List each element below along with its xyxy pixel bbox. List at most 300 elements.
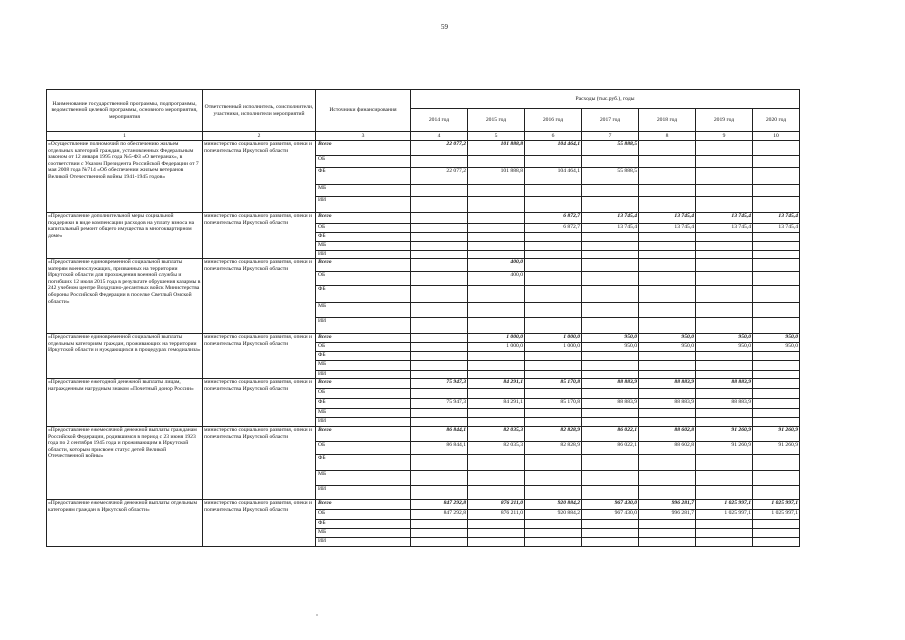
value-cell bbox=[696, 303, 753, 318]
value-cell: 920 884,2 bbox=[525, 500, 582, 510]
value-cell bbox=[696, 259, 753, 272]
value-cell bbox=[753, 486, 800, 500]
value-cell: 876 211,0 bbox=[468, 500, 525, 510]
value-cell bbox=[753, 409, 800, 418]
value-cell bbox=[411, 286, 468, 303]
value-cell: 101 888,8 bbox=[468, 141, 525, 156]
value-cell: 91 260,9 bbox=[696, 442, 753, 455]
value-cell: 104 464,1 bbox=[525, 141, 582, 156]
value-cell: 950,0 bbox=[639, 334, 696, 343]
executor-cell: министерство социального развития, опеки и попечительства Иркутской области bbox=[203, 500, 316, 547]
value-cell bbox=[639, 141, 696, 156]
value-cell bbox=[411, 259, 468, 272]
scan-speck bbox=[314, 612, 320, 618]
executor-cell: министерство социального развития, опеки и попечительства Иркутской области bbox=[203, 427, 316, 500]
value-cell: 13 745,4 bbox=[639, 213, 696, 224]
value-cell: 1 000,0 bbox=[468, 334, 525, 343]
value-cell bbox=[582, 233, 639, 242]
financing-table bbox=[46, 89, 800, 547]
value-cell bbox=[411, 529, 468, 538]
value-cell bbox=[468, 233, 525, 242]
value-cell: 55 888,5 bbox=[582, 141, 639, 156]
value-cell bbox=[411, 389, 468, 399]
value-cell bbox=[582, 272, 639, 286]
value-cell bbox=[696, 233, 753, 242]
value-cell bbox=[639, 156, 696, 168]
value-cell: 950,0 bbox=[582, 334, 639, 343]
value-cell bbox=[696, 168, 753, 185]
value-cell bbox=[696, 286, 753, 303]
col-number: 2 bbox=[203, 132, 316, 141]
value-cell bbox=[468, 224, 525, 233]
value-cell bbox=[753, 197, 800, 213]
value-cell: 13 745,4 bbox=[696, 224, 753, 233]
col-number: 9 bbox=[696, 132, 753, 141]
source-cell: ОБ bbox=[316, 343, 411, 352]
value-cell: 13 745,4 bbox=[753, 224, 800, 233]
col-number: 6 bbox=[525, 132, 582, 141]
value-cell: 86 844,1 bbox=[411, 442, 468, 455]
program-name-cell: «Предоставление единовременной социальной выплаты отдельным категориям граждан, проживающих на территории Иркутской области и нуждающихся в процедурах гемодиализа» bbox=[47, 334, 203, 379]
header-year: 2019 год bbox=[696, 109, 753, 132]
source-cell: МБ bbox=[316, 303, 411, 318]
value-cell bbox=[468, 371, 525, 379]
value-cell bbox=[639, 352, 696, 361]
value-cell bbox=[468, 242, 525, 251]
value-cell bbox=[696, 538, 753, 547]
value-cell bbox=[753, 471, 800, 486]
header-year: 2015 год bbox=[468, 109, 525, 132]
value-cell bbox=[753, 371, 800, 379]
value-cell bbox=[753, 529, 800, 538]
value-cell bbox=[411, 303, 468, 318]
value-cell bbox=[411, 185, 468, 197]
source-cell: ОБ bbox=[316, 156, 411, 168]
value-cell bbox=[468, 389, 525, 399]
source-cell: ОБ bbox=[316, 442, 411, 455]
table-row bbox=[47, 500, 800, 510]
col-number: 1 bbox=[47, 132, 203, 141]
value-cell bbox=[468, 213, 525, 224]
value-cell: 91 260,9 bbox=[753, 427, 800, 442]
value-cell bbox=[525, 272, 582, 286]
value-cell: 88 883,9 bbox=[639, 379, 696, 389]
table-row bbox=[47, 379, 800, 389]
page-number: 59 bbox=[441, 23, 448, 31]
value-cell bbox=[411, 242, 468, 251]
value-cell bbox=[411, 455, 468, 471]
value-cell bbox=[525, 286, 582, 303]
value-cell bbox=[468, 197, 525, 213]
value-cell: 13 745,4 bbox=[582, 213, 639, 224]
value-cell bbox=[696, 352, 753, 361]
value-cell bbox=[411, 352, 468, 361]
header-year: 2018 год bbox=[639, 109, 696, 132]
value-cell bbox=[582, 455, 639, 471]
executor-cell: министерство социального развития, опеки и попечительства Иркутской области bbox=[203, 334, 316, 379]
value-cell bbox=[582, 185, 639, 197]
value-cell: 85 170,8 bbox=[525, 399, 582, 409]
value-cell bbox=[753, 379, 800, 389]
executor-cell: министерство социального развития, опеки и попечительства Иркутской области bbox=[203, 141, 316, 213]
value-cell bbox=[525, 197, 582, 213]
value-cell bbox=[639, 197, 696, 213]
value-cell: 6 872,7 bbox=[525, 224, 582, 233]
value-cell: 967 430,0 bbox=[582, 510, 639, 520]
value-cell: 75 947,3 bbox=[411, 399, 468, 409]
value-cell bbox=[468, 352, 525, 361]
program-name-cell: «Предоставление ежемесячной денежной выплаты отдельным категориям граждан в Иркутской области» bbox=[47, 500, 203, 547]
value-cell bbox=[696, 471, 753, 486]
source-cell: ОБ bbox=[316, 272, 411, 286]
value-cell: 1 025 997,1 bbox=[696, 510, 753, 520]
value-cell bbox=[525, 361, 582, 371]
value-cell: 88 883,9 bbox=[639, 399, 696, 409]
value-cell bbox=[468, 455, 525, 471]
value-cell bbox=[582, 303, 639, 318]
value-cell: 950,0 bbox=[753, 343, 800, 352]
source-cell: МБ bbox=[316, 185, 411, 197]
value-cell bbox=[411, 213, 468, 224]
value-cell bbox=[411, 538, 468, 547]
source-cell: ИИ bbox=[316, 197, 411, 213]
value-cell bbox=[753, 303, 800, 318]
header-year: 2016 год bbox=[525, 109, 582, 132]
table-row bbox=[47, 334, 800, 343]
value-cell bbox=[411, 251, 468, 259]
value-cell: 400,0 bbox=[468, 259, 525, 272]
program-name-cell: «Предоставление единовременной социальной выплаты матерям военнослужащих, призванных на территории Иркутской области для прохождения военной службы и погибших 12 июля 2015 года в результате обрушения казармы в 242 учебном центре Воздушно-десантных войск Министерства обороны Российской Федерации в поселке Светлый Омской области» bbox=[47, 259, 203, 334]
value-cell bbox=[468, 303, 525, 318]
header-year: 2020 год bbox=[753, 109, 800, 132]
value-cell bbox=[411, 343, 468, 352]
value-cell bbox=[411, 318, 468, 334]
value-cell bbox=[696, 389, 753, 399]
value-cell bbox=[411, 471, 468, 486]
value-cell bbox=[696, 242, 753, 251]
value-cell bbox=[639, 168, 696, 185]
column-numbers-row bbox=[47, 132, 800, 141]
source-cell: МБ bbox=[316, 361, 411, 371]
value-cell: 950,0 bbox=[696, 334, 753, 343]
value-cell bbox=[525, 242, 582, 251]
source-cell: ИИ bbox=[316, 318, 411, 334]
value-cell: 1 025 997,1 bbox=[753, 510, 800, 520]
value-cell: 1 025 997,1 bbox=[696, 500, 753, 510]
value-cell bbox=[411, 486, 468, 500]
source-cell: МБ bbox=[316, 529, 411, 538]
value-cell bbox=[753, 242, 800, 251]
value-cell: 400,0 bbox=[468, 272, 525, 286]
source-cell: МБ bbox=[316, 471, 411, 486]
value-cell: 1 025 997,1 bbox=[753, 500, 800, 510]
value-cell bbox=[525, 233, 582, 242]
value-cell bbox=[468, 251, 525, 259]
value-cell bbox=[753, 272, 800, 286]
value-cell bbox=[582, 471, 639, 486]
header-program: Наименование государственной программы, подпрограммы, ведомственной целевой программы, основного мероприятия, мероприятия bbox=[47, 90, 203, 132]
value-cell bbox=[411, 409, 468, 418]
source-cell: ОБ bbox=[316, 510, 411, 520]
value-cell: 88 883,9 bbox=[696, 399, 753, 409]
source-cell: ИИ bbox=[316, 251, 411, 259]
header-expenses: Расходы (тыс.руб.), годы bbox=[411, 90, 800, 109]
value-cell: 13 745,4 bbox=[639, 224, 696, 233]
value-cell bbox=[468, 361, 525, 371]
header-row bbox=[47, 90, 800, 109]
value-cell bbox=[582, 352, 639, 361]
value-cell: 85 170,8 bbox=[525, 379, 582, 389]
value-cell bbox=[525, 352, 582, 361]
source-cell: Всего bbox=[316, 427, 411, 442]
value-cell bbox=[753, 352, 800, 361]
value-cell bbox=[582, 520, 639, 529]
value-cell bbox=[525, 259, 582, 272]
value-cell bbox=[411, 224, 468, 233]
value-cell: 6 872,7 bbox=[525, 213, 582, 224]
source-cell: ФБ bbox=[316, 352, 411, 361]
value-cell: 22 077,2 bbox=[411, 168, 468, 185]
value-cell bbox=[696, 318, 753, 334]
value-cell bbox=[696, 486, 753, 500]
value-cell bbox=[525, 538, 582, 547]
value-cell bbox=[696, 529, 753, 538]
value-cell bbox=[696, 272, 753, 286]
value-cell bbox=[639, 455, 696, 471]
value-cell bbox=[411, 371, 468, 379]
program-name-cell: «Предоставление ежемесячной денежной выплаты гражданам Российской Федерации, родившимся в период с 23 июня 1923 года по 2 сентября 1945 года и проживающим в Иркутской области, которым присвоен статус детей Великой Отечественной войны» bbox=[47, 427, 203, 500]
value-cell bbox=[639, 251, 696, 259]
value-cell: 86 022,1 bbox=[582, 427, 639, 442]
value-cell bbox=[582, 361, 639, 371]
value-cell bbox=[753, 259, 800, 272]
value-cell bbox=[582, 286, 639, 303]
value-cell bbox=[696, 520, 753, 529]
value-cell: 104 464,1 bbox=[525, 168, 582, 185]
value-cell bbox=[525, 185, 582, 197]
source-cell: ОБ bbox=[316, 389, 411, 399]
value-cell bbox=[525, 251, 582, 259]
value-cell bbox=[582, 538, 639, 547]
value-cell bbox=[525, 156, 582, 168]
header-executor: Ответственный исполнитель, соисполнители, участники, исполнители мероприятий bbox=[203, 90, 316, 132]
value-cell: 101 888,8 bbox=[468, 168, 525, 185]
value-cell bbox=[525, 303, 582, 318]
value-cell bbox=[696, 185, 753, 197]
value-cell bbox=[753, 286, 800, 303]
executor-cell: министерство социального развития, опеки и попечительства Иркутской области bbox=[203, 259, 316, 334]
source-cell: МБ bbox=[316, 242, 411, 251]
value-cell: 22 077,2 bbox=[411, 141, 468, 156]
table-row bbox=[47, 259, 800, 272]
source-cell: ИИ bbox=[316, 418, 411, 427]
source-cell: Всего bbox=[316, 259, 411, 272]
value-cell bbox=[468, 520, 525, 529]
table-row bbox=[47, 141, 800, 156]
value-cell: 950,0 bbox=[753, 334, 800, 343]
value-cell bbox=[753, 389, 800, 399]
value-cell bbox=[411, 418, 468, 427]
header-year: 2017 год bbox=[582, 109, 639, 132]
value-cell bbox=[468, 318, 525, 334]
value-cell bbox=[582, 486, 639, 500]
value-cell bbox=[582, 251, 639, 259]
value-cell: 950,0 bbox=[696, 343, 753, 352]
value-cell bbox=[639, 529, 696, 538]
value-cell: 82 828,9 bbox=[525, 442, 582, 455]
value-cell bbox=[525, 520, 582, 529]
col-number: 3 bbox=[316, 132, 411, 141]
value-cell bbox=[525, 455, 582, 471]
col-number: 7 bbox=[582, 132, 639, 141]
source-cell: МБ bbox=[316, 409, 411, 418]
source-cell: ИИ bbox=[316, 486, 411, 500]
value-cell: 75 947,3 bbox=[411, 379, 468, 389]
value-cell bbox=[696, 251, 753, 259]
value-cell: 996 281,7 bbox=[639, 500, 696, 510]
value-cell bbox=[696, 156, 753, 168]
value-cell: 950,0 bbox=[582, 343, 639, 352]
value-cell bbox=[639, 471, 696, 486]
value-cell bbox=[696, 418, 753, 427]
value-cell bbox=[639, 520, 696, 529]
value-cell: 1 000,0 bbox=[525, 343, 582, 352]
value-cell bbox=[525, 418, 582, 427]
executor-cell: министерство социального развития, опеки и попечительства Иркутской области bbox=[203, 379, 316, 427]
value-cell bbox=[639, 272, 696, 286]
value-cell: 1 000,0 bbox=[468, 343, 525, 352]
source-cell: ФБ bbox=[316, 233, 411, 242]
value-cell bbox=[582, 156, 639, 168]
source-cell: Всего bbox=[316, 500, 411, 510]
value-cell bbox=[582, 389, 639, 399]
value-cell bbox=[525, 471, 582, 486]
value-cell bbox=[468, 286, 525, 303]
value-cell bbox=[696, 141, 753, 156]
value-cell bbox=[525, 318, 582, 334]
value-cell bbox=[753, 156, 800, 168]
value-cell bbox=[582, 418, 639, 427]
col-number: 8 bbox=[639, 132, 696, 141]
value-cell bbox=[468, 471, 525, 486]
value-cell bbox=[639, 318, 696, 334]
value-cell bbox=[525, 389, 582, 399]
value-cell: 86 844,1 bbox=[411, 427, 468, 442]
value-cell bbox=[582, 409, 639, 418]
value-cell: 86 022,1 bbox=[582, 442, 639, 455]
value-cell bbox=[753, 233, 800, 242]
col-number: 5 bbox=[468, 132, 525, 141]
value-cell: 88 883,9 bbox=[582, 399, 639, 409]
value-cell bbox=[639, 361, 696, 371]
source-cell: ИИ bbox=[316, 371, 411, 379]
value-cell: 967 430,0 bbox=[582, 500, 639, 510]
value-cell: 88 602,8 bbox=[639, 427, 696, 442]
value-cell bbox=[696, 409, 753, 418]
source-cell: ФБ bbox=[316, 286, 411, 303]
source-cell: ФБ bbox=[316, 520, 411, 529]
value-cell: 876 211,0 bbox=[468, 510, 525, 520]
value-cell: 82 035,3 bbox=[468, 442, 525, 455]
value-cell bbox=[411, 520, 468, 529]
value-cell bbox=[753, 185, 800, 197]
value-cell bbox=[753, 399, 800, 409]
value-cell bbox=[753, 168, 800, 185]
value-cell: 91 260,9 bbox=[753, 442, 800, 455]
value-cell bbox=[753, 538, 800, 547]
value-cell bbox=[582, 259, 639, 272]
value-cell bbox=[525, 529, 582, 538]
value-cell bbox=[525, 486, 582, 500]
program-name-cell: «Осуществление полномочий по обеспечению жильем отдельных категорий граждан, установленных Федеральным законом от 12 января 1995 года №5-ФЗ «О ветеранах», в соответствии с Указом Президента Российской Федерации от 7 мая 2008 года №714 «Об обеспечении жильем ветеранов Великой Отечественной войны 1941-1945 годов» bbox=[47, 141, 203, 213]
value-cell bbox=[411, 233, 468, 242]
value-cell bbox=[639, 233, 696, 242]
value-cell bbox=[411, 361, 468, 371]
value-cell bbox=[696, 455, 753, 471]
header-source: Источники финансирования bbox=[316, 90, 411, 132]
value-cell bbox=[468, 409, 525, 418]
col-number: 10 bbox=[753, 132, 800, 141]
program-name-cell: «Предоставление дополнительной меры социальной поддержки в виде компенсации расходов на уплату взноса на капитальный ремонт общего имущества в многоквартирном доме» bbox=[47, 213, 203, 259]
value-cell: 847 292,8 bbox=[411, 500, 468, 510]
value-cell bbox=[696, 197, 753, 213]
value-cell: 88 883,9 bbox=[696, 379, 753, 389]
value-cell: 84 291,1 bbox=[468, 399, 525, 409]
source-cell: ФБ bbox=[316, 455, 411, 471]
value-cell bbox=[411, 156, 468, 168]
value-cell bbox=[468, 538, 525, 547]
value-cell: 13 745,4 bbox=[753, 213, 800, 224]
value-cell: 950,0 bbox=[639, 343, 696, 352]
source-cell: Всего bbox=[316, 141, 411, 156]
table-row bbox=[47, 213, 800, 224]
value-cell: 55 888,5 bbox=[582, 168, 639, 185]
value-cell: 920 884,2 bbox=[525, 510, 582, 520]
source-cell: ОБ bbox=[316, 224, 411, 233]
value-cell bbox=[468, 156, 525, 168]
value-cell: 91 260,9 bbox=[696, 427, 753, 442]
value-cell bbox=[753, 520, 800, 529]
program-name-cell: «Предоставление ежегодной денежной выплаты лицам, награжденным нагрудным знаком «Почетный донор России» bbox=[47, 379, 203, 427]
value-cell: 1 000,0 bbox=[525, 334, 582, 343]
value-cell bbox=[639, 303, 696, 318]
value-cell bbox=[468, 418, 525, 427]
value-cell bbox=[753, 141, 800, 156]
value-cell bbox=[411, 272, 468, 286]
value-cell: 13 745,4 bbox=[582, 224, 639, 233]
value-cell: 13 745,4 bbox=[696, 213, 753, 224]
source-cell: Всего bbox=[316, 334, 411, 343]
value-cell bbox=[582, 529, 639, 538]
value-cell: 82 035,3 bbox=[468, 427, 525, 442]
value-cell bbox=[753, 455, 800, 471]
table-row bbox=[47, 427, 800, 442]
col-number: 4 bbox=[411, 132, 468, 141]
value-cell bbox=[468, 486, 525, 500]
value-cell bbox=[582, 371, 639, 379]
value-cell bbox=[411, 197, 468, 213]
value-cell bbox=[582, 197, 639, 213]
value-cell: 82 828,9 bbox=[525, 427, 582, 442]
value-cell: 847 292,8 bbox=[411, 510, 468, 520]
value-cell bbox=[639, 242, 696, 251]
value-cell bbox=[639, 409, 696, 418]
value-cell bbox=[639, 486, 696, 500]
value-cell bbox=[639, 538, 696, 547]
source-cell: Всего bbox=[316, 379, 411, 389]
source-cell: ИИ bbox=[316, 538, 411, 547]
source-cell: ФБ bbox=[316, 399, 411, 409]
